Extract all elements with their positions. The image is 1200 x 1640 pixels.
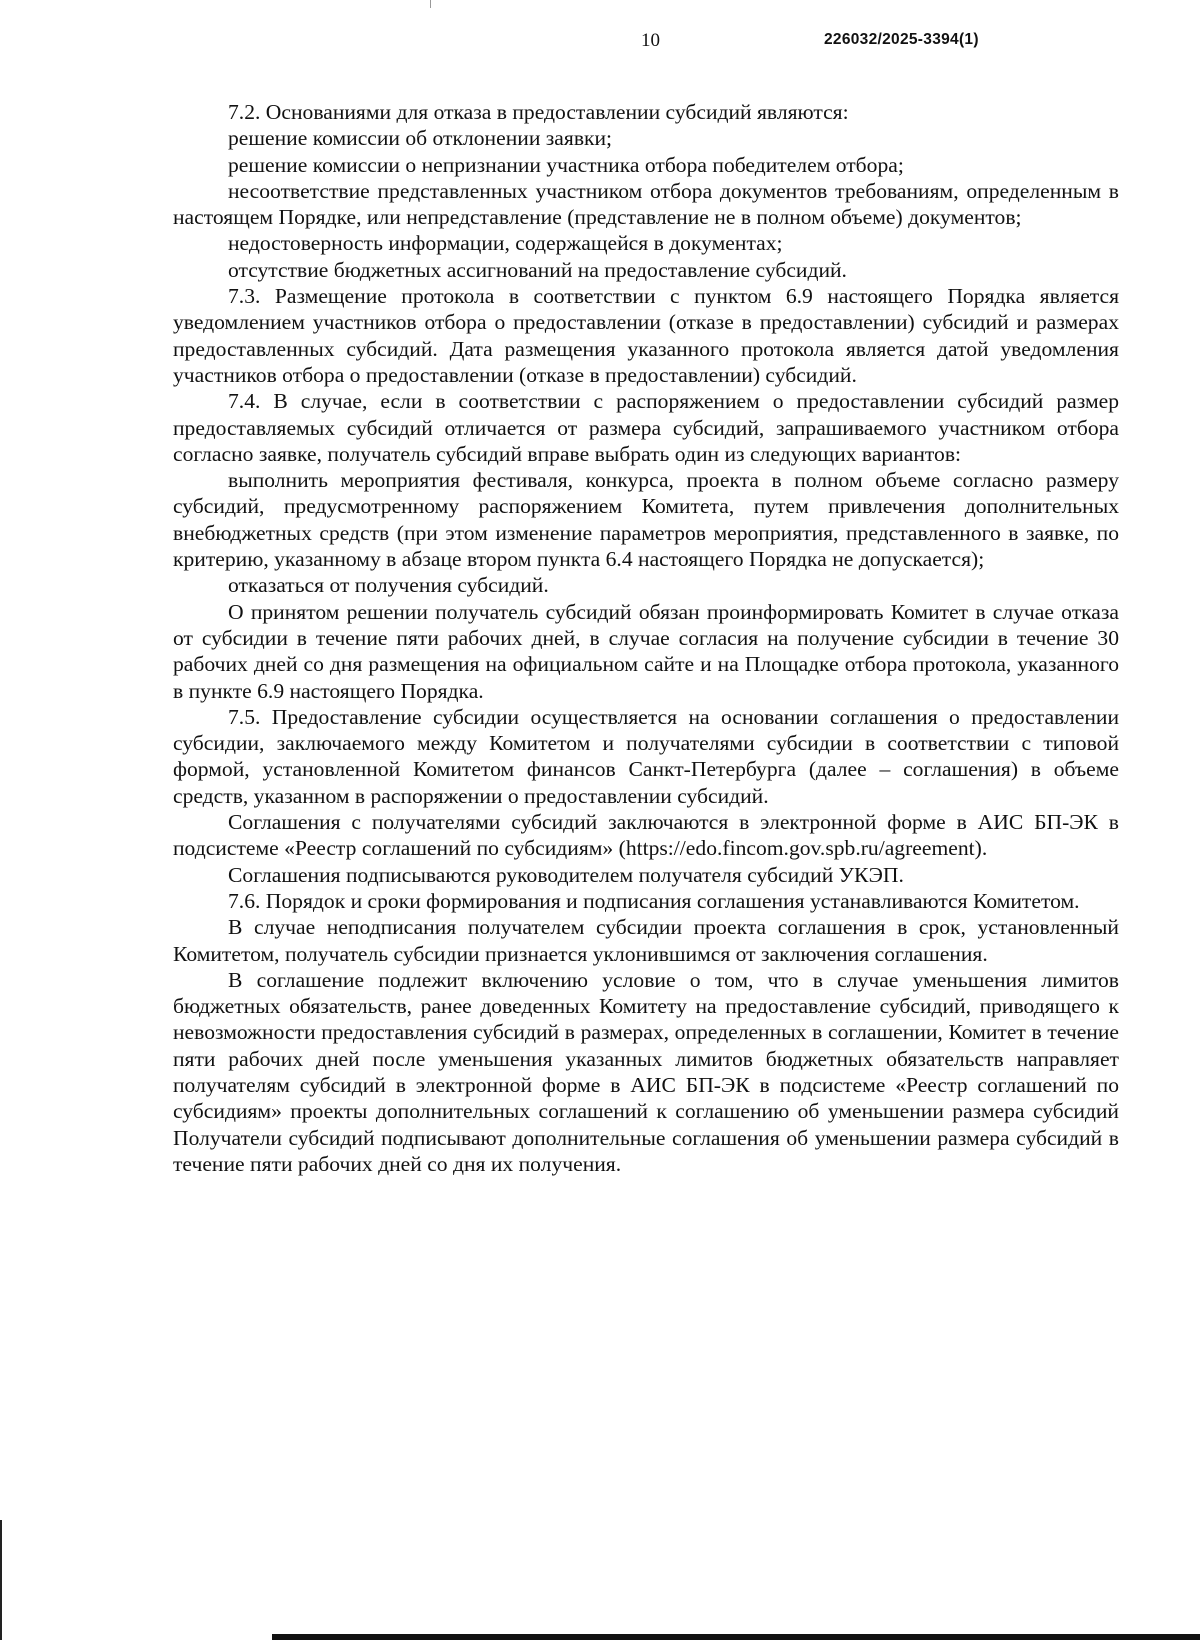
paragraph-7-4: 7.4. В случае, если в соответствии с распоряжением о предоставлении субсидий размер предоставляемых субсидий отличается от размера субсидий, запрашиваемого участником отбора согласно заявке, получатель субсидий вправе выбрать один из следующих вариантов: [173,389,1119,466]
list-item: решение комиссии об отклонении заявки; [228,126,613,151]
paragraph-7-2: 7.2. Основаниями для отказа в предоставлении субсидий являются: [228,100,849,124]
paragraph: О принятом решении получатель субсидий обязан проинформировать Комитет в случае отказа от субсидии в течение пяти рабочих дней, в случае согласия на получение субсидии в течение 30 рабочих дней со дня размещения на официальном сайте и на Площадке отбора протокола, указанного в пункте 6.9 настоящего Порядка. [173,599,1119,703]
paragraph-7-3: 7.3. Размещение протокола в соответствии с пунктом 6.9 настоящего Порядка является уведомлением участников отбора о предоставлении (отказе в предоставлении) субсидий и размерах предоставленных субсидий. Дата размещения указанного протокола является датой уведомления участников отбора о предоставлении (отказе в предоставлении) субсидий. [173,284,1119,387]
scan-bottom-edge [272,1634,1200,1640]
list-item: недостоверность информации, содержащейся в документах; [228,231,783,256]
list-item: выполнить мероприятия фестиваля, конкурса, проекта в полном объеме согласно размеру субсидий, предусмотренному распоряжением Комитета, путем привлечения дополнительных внебюджетных средств (при этом изменение параметров мероприятия, представленного в заявке, по критерию, указанному в абзаце втором пункта 6.4 настоящего Порядка не допускается); [173,468,1119,572]
paragraph: В соглашение подлежит включению условие о том, что в случае уменьшения лимитов бюджетных обязательств, ранее доведенных Комитету на предоставление субсидий, приводящего к невозможности предоставления субсидий в размерах, определенных в соглашении, Комитет в течение пяти рабочих дней после уменьшения указанных лимитов бюджетных обязательств направляет получателям субсидий в электронной форме в АИС БП-ЭК в подсистеме «Реестр соглашений по субсидиям» проекты дополнительных соглашений к соглашению об уменьшении размера субсидий Получатели субсидий подписывают дополнительные соглашения об уменьшении размера субсидий в течение пяти рабочих дней со дня их получения. [173,967,1119,1176]
list-item: решение комиссии о непризнании участника отбора победителем отбора; [228,152,904,177]
document-id: 226032/2025-3394(1) [824,31,979,48]
page-number: 10 [641,30,660,51]
list-item: отсутствие бюджетных ассигнований на предоставление субсидий. [228,257,847,282]
paragraph-7-6: 7.6. Порядок и сроки формирования и подписания соглашения устанавливаются Комитетом. [228,888,1080,913]
paragraph-7-5: 7.5. Предоставление субсидии осуществляется на основании соглашения о предоставлении субсидии, заключаемого между Комитетом и получателями субсидии в соответствии с типовой формой, установленной Комитетом финансов Санкт-Петербурга (далее – соглашения) в объеме средств, указанном в распоряжении о предоставлении субсидий. [173,704,1119,808]
paragraph: Соглашения подписываются руководителем получателя субсидий УКЭП. [228,862,904,887]
list-item: отказаться от получения субсидий. [228,573,549,598]
paragraph: В случае неподписания получателем субсидии проекта соглашения в срок, установленный Комитетом, получатель субсидии признается уклонившимся от заключения соглашения. [173,915,1119,966]
list-item: несоответствие представленных участником отбора документов требованиям, определенным в настоящем Порядке, или непредставление (представление не в полном объеме) документов; [173,178,1119,230]
document-body [173,99,1119,1177]
paragraph: Соглашения с получателями субсидий заключаются в электронной форме в АИС БП-ЭК в подсистеме «Реестр соглашений по субсидиям» (https://edo.fincom.gov.spb.ru/agreement). [173,810,1119,861]
scan-top-mark [430,0,431,8]
scan-left-edge [0,1520,2,1640]
